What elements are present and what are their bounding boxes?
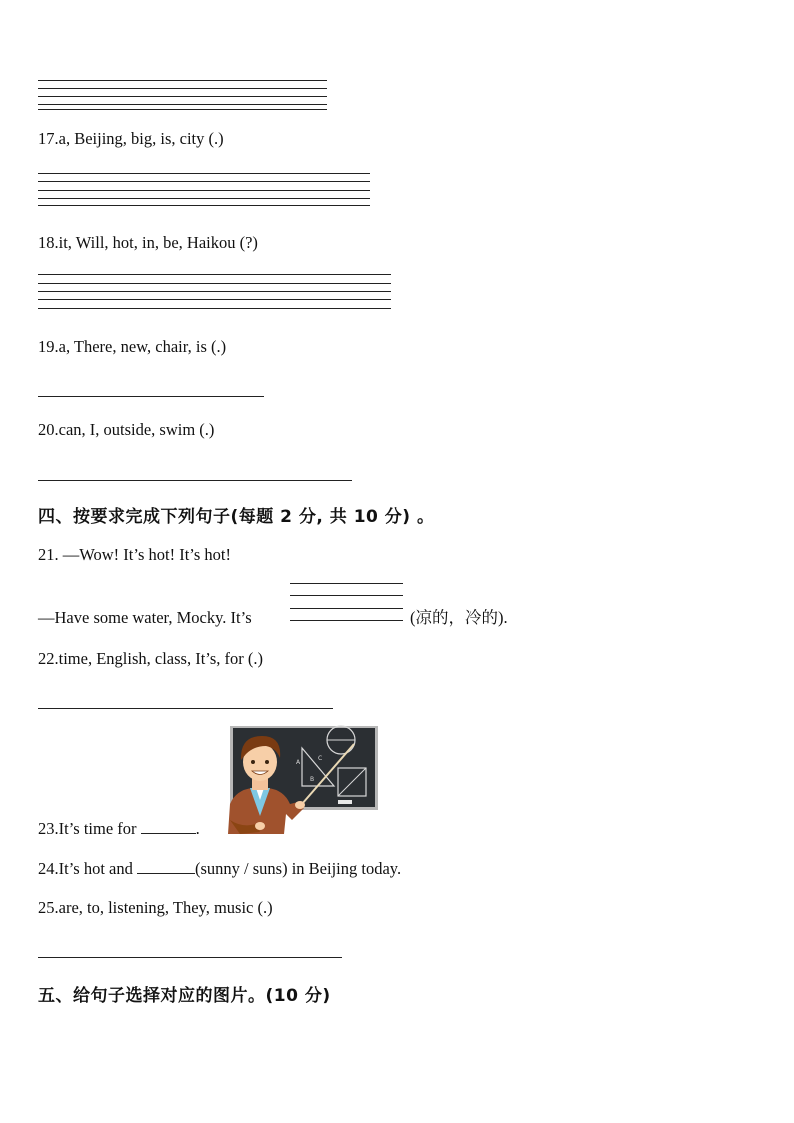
section-5-title: 五、给句子选择对应的图片。(10 分) <box>38 986 331 1006</box>
svg-text:B: B <box>310 776 315 783</box>
answer-blank-q24[interactable] <box>137 857 195 874</box>
answer-line-q22 <box>38 708 333 709</box>
question-17: 17.a, Beijing, big, is, city (.) <box>38 129 224 148</box>
question-25: 25.are, to, listening, They, music (.) <box>38 898 273 917</box>
section-4-title: 四、按要求完成下列句子(每题 2 分, 共 10 分) 。 <box>38 507 435 527</box>
question-20: 20.can, I, outside, swim (.) <box>38 420 215 439</box>
question-21-line1: 21. —Wow! It’s hot! It’s hot! <box>38 545 231 564</box>
question-18: 18.it, Will, hot, in, be, Haikou (?) <box>38 233 258 252</box>
question-24 <box>38 857 401 879</box>
answer-line-q20 <box>38 480 352 481</box>
answer-line-q25 <box>38 957 342 958</box>
question-23 <box>38 817 200 839</box>
question-21-line2-prefix: —Have some water, Mocky. It’s <box>38 608 252 627</box>
answer-line-q19 <box>38 396 264 397</box>
question-24-prefix: 24.It’s hot and <box>38 859 133 878</box>
svg-text:C: C <box>318 755 323 762</box>
svg-text:A: A <box>296 759 301 766</box>
question-23-prefix: 23.It’s time for <box>38 819 137 838</box>
question-21-hint: (凉的，冷的). <box>410 608 508 627</box>
question-22: 22.time, English, class, It’s, for (.) <box>38 649 264 668</box>
question-19: 19.a, There, new, chair, is (.) <box>38 337 227 356</box>
teacher-chalkboard-illustration <box>222 724 380 834</box>
answer-blank-q23[interactable] <box>141 817 196 834</box>
question-24-suffix: (sunny / suns) in Beijing today. <box>195 859 402 878</box>
question-23-suffix: . <box>195 819 200 838</box>
